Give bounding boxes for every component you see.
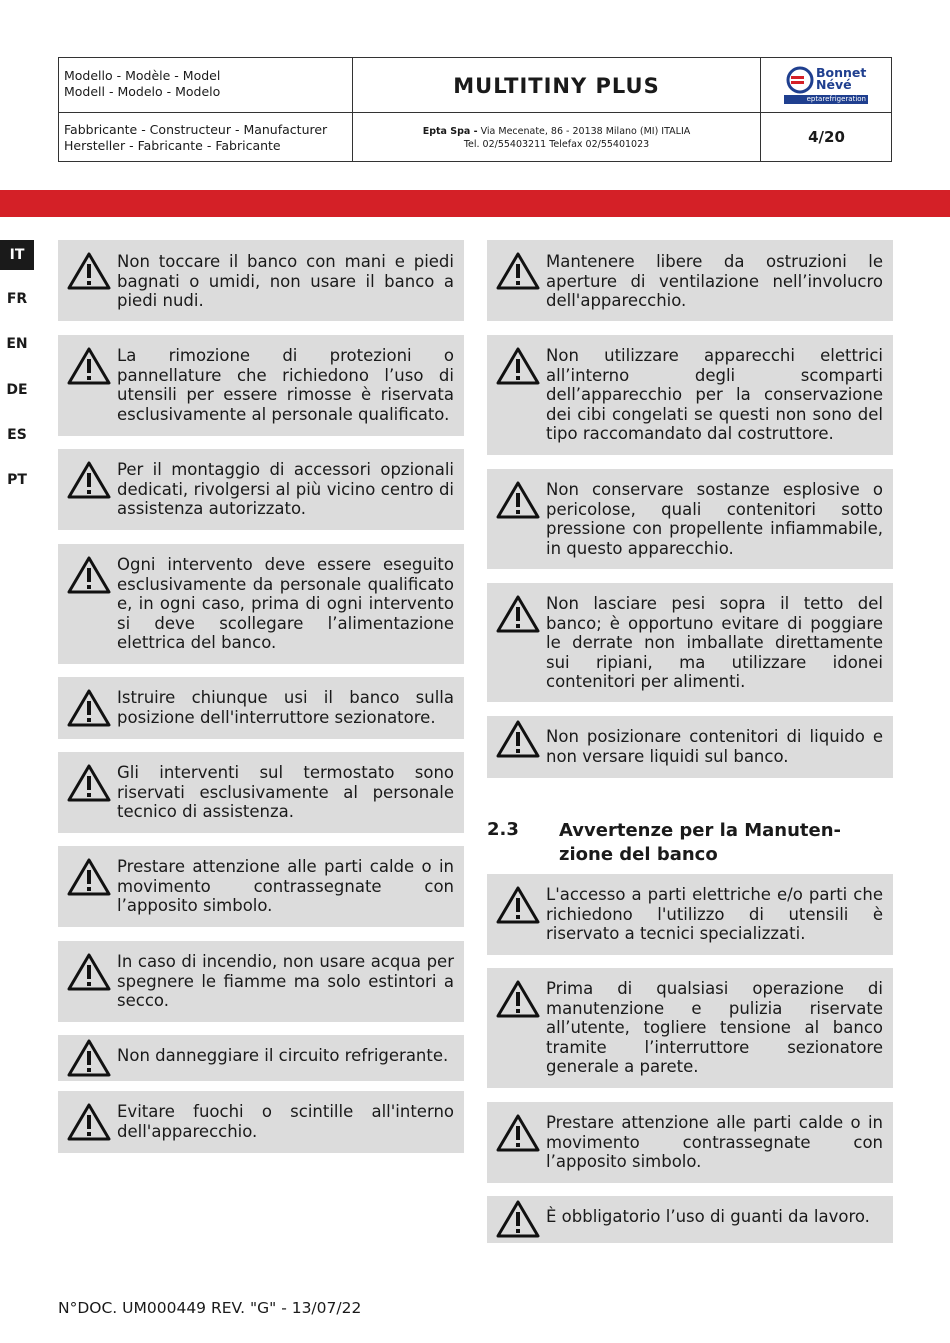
warning-triangle-icon xyxy=(67,858,111,896)
warning-box xyxy=(58,1035,464,1081)
warning-triangle-icon xyxy=(67,461,111,499)
warning-text: Gli interventi sul termostato sono riservati esclusivamente al personale tecnico di assistenza. xyxy=(117,763,454,821)
warning-triangle-icon xyxy=(67,347,111,385)
warning-triangle-icon xyxy=(496,720,540,758)
lang-tab-pt[interactable]: PT xyxy=(7,472,27,488)
warning-box xyxy=(58,544,464,664)
warning-triangle-icon xyxy=(67,1039,111,1077)
warning-box xyxy=(487,874,893,955)
warning-text: Non posizionare contenitori di liquido e non versare liquidi sul banco. xyxy=(546,727,883,766)
warning-box xyxy=(487,469,893,569)
manufacturer-label-line-2: Hersteller - Fabricante - Fabricante xyxy=(64,138,281,153)
model-label-line-1: Modello - Modèle - Model xyxy=(64,68,221,83)
warning-text: Non conservare sostanze esplosive o pericolose, quali contenitori sotto pressione con propellente infiammabile, in questo apparecchio. xyxy=(546,480,883,558)
logo-text-line-2: Névé xyxy=(816,77,852,92)
warning-box xyxy=(58,449,464,530)
warning-text: L'accesso a parti elettriche e/o parti che richiedono l'utilizzo di utensili è riservato a tecnici specializzati. xyxy=(546,885,883,943)
section-number: 2.3 xyxy=(487,819,519,840)
bonnet-neve-logo xyxy=(784,64,874,106)
warning-box xyxy=(487,716,893,778)
page-number: 4/20 xyxy=(808,128,845,146)
warning-triangle-icon xyxy=(496,1200,540,1238)
lang-tab-fr[interactable]: FR xyxy=(6,291,28,307)
warning-text: Per il montaggio di accessori opzionali dedicati, rivolgersi al più vicino centro di assistenza autorizzato. xyxy=(117,460,454,518)
warning-text: Mantenere libere da ostruzioni le aperture di ventilazione nell’involucro dell'apparecchio. xyxy=(546,252,883,310)
section-title: Avvertenze per la Manuten-zione del banco xyxy=(559,820,842,865)
lang-tab-es[interactable]: ES xyxy=(7,427,27,443)
lang-tab-en[interactable]: EN xyxy=(6,336,28,352)
warning-text: Istruire chiunque usi il banco sulla posizione dell'interruttore sezionatore. xyxy=(117,688,454,727)
warning-box xyxy=(487,1102,893,1183)
warning-box xyxy=(58,941,464,1022)
company-phone: Tel. 02/55403211 Telefax 02/55401023 xyxy=(463,139,650,150)
warning-text: Prima di qualsiasi operazione di manutenzione e pulizia riservate all’utente, togliere tensione al banco tramite l’interruttore sezionatore generale a parete. xyxy=(546,979,883,1076)
document-header xyxy=(58,57,892,162)
document-number-footer: N°DOC. UM000449 REV. "G" - 13/07/22 xyxy=(58,1299,362,1317)
lang-tab-it[interactable]: IT xyxy=(0,240,34,270)
warning-box xyxy=(58,677,464,739)
warning-box xyxy=(487,968,893,1088)
logo-globe-icon xyxy=(786,66,814,94)
logo-text-line-1: Bonnet xyxy=(816,65,867,80)
company-address: Via Mecenate, 86 - 20138 Milano (MI) ITALIA xyxy=(477,126,691,137)
warning-triangle-icon xyxy=(67,252,111,290)
model-label xyxy=(59,58,352,112)
warning-triangle-icon xyxy=(496,481,540,519)
warning-text: La rimozione di protezioni o pannellature che richiedono l’uso di utensili per essere rimosse è riservata esclusivamente al personale qualificato. xyxy=(117,346,454,424)
manufacturer-label xyxy=(59,113,352,162)
warning-box xyxy=(58,240,464,321)
warning-text: Non lasciare pesi sopra il tetto del banco; è opportuno evitare di poggiare le derrate non imballate direttamente sui ripiani, ma utilizzare idonei contenitori per alimenti. xyxy=(546,594,883,691)
product-title: MULTITINY PLUS xyxy=(453,74,660,98)
lang-tab-de[interactable]: DE xyxy=(6,382,28,398)
warning-triangle-icon xyxy=(67,1103,111,1141)
warning-triangle-icon xyxy=(496,595,540,633)
warning-triangle-icon xyxy=(496,347,540,385)
warning-text: Non toccare il banco con mani e piedi bagnati o umidi, non usare il banco a piedi nudi. xyxy=(117,252,454,310)
warning-triangle-icon xyxy=(496,1114,540,1152)
warning-text: È obbligatorio l’uso di guanti da lavoro. xyxy=(546,1207,870,1226)
warning-triangle-icon xyxy=(496,980,540,1018)
manufacturer-label-line-1: Fabbricante - Constructeur - Manufacturer xyxy=(64,122,328,137)
warning-box xyxy=(487,240,893,321)
warning-text: Ogni intervento deve essere eseguito esclusivamente da personale qualificato e, in ogni caso, prima di ogni intervento si deve scollegare l’alimentazione elettrica del banco. xyxy=(117,555,454,652)
warning-box xyxy=(487,1196,893,1243)
warning-triangle-icon xyxy=(67,764,111,802)
warning-box xyxy=(58,1091,464,1153)
warning-box xyxy=(487,583,893,702)
warning-text: Evitare fuochi o scintille all'interno dell'apparecchio. xyxy=(117,1102,454,1141)
warning-triangle-icon xyxy=(67,953,111,991)
warning-triangle-icon xyxy=(496,252,540,290)
red-band xyxy=(0,190,950,217)
warning-triangle-icon xyxy=(67,556,111,594)
warning-box xyxy=(58,846,464,927)
warning-box xyxy=(58,752,464,833)
company-name: Epta Spa - xyxy=(422,126,478,137)
warning-text: Non danneggiare il circuito refrigerante. xyxy=(117,1046,449,1065)
warning-box xyxy=(58,335,464,436)
manufacturer-address xyxy=(353,113,760,162)
logo-cell xyxy=(761,58,892,112)
warning-triangle-icon xyxy=(496,886,540,924)
warning-triangle-icon xyxy=(67,689,111,727)
model-label-line-2: Modell - Modelo - Modelo xyxy=(64,84,221,99)
logo-subtitle: eptarefrigeration xyxy=(784,95,868,104)
warning-text: Prestare attenzione alle parti calde o in movimento contrassegnate con l’apposito simbolo. xyxy=(117,857,454,915)
warning-text: Prestare attenzione alle parti calde o in movimento contrassegnate con l’apposito simbolo. xyxy=(546,1113,883,1171)
warning-text: In caso di incendio, non usare acqua per spegnere le fiamme ma solo estintori a secco. xyxy=(117,952,454,1010)
warning-text: Non utilizzare apparecchi elettrici all’interno degli scomparti dell’apparecchio per la conservazione dei cibi congelati se questi non sono del tipo raccomandato dal costruttore. xyxy=(546,346,883,443)
warning-box xyxy=(487,335,893,455)
